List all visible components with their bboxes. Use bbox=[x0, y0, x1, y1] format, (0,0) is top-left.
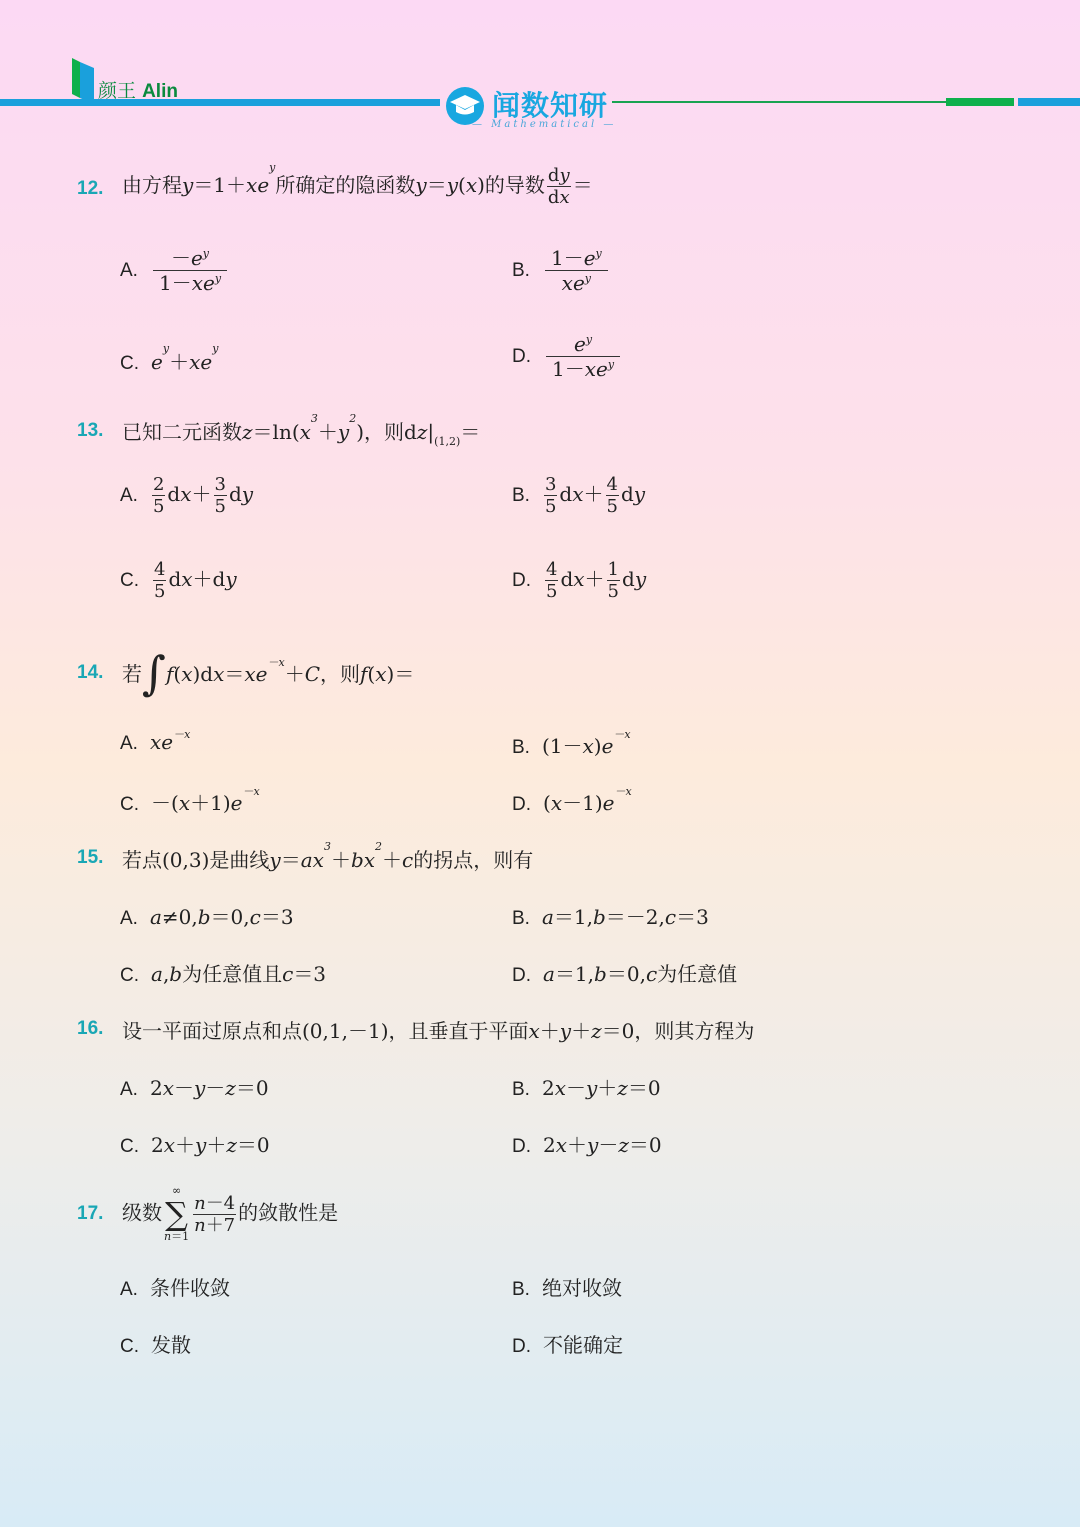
brand-text bbox=[98, 76, 178, 103]
q14-option-d[interactable]: D. $(x-1)e^{-x}$ bbox=[512, 785, 632, 815]
brand-logo-icon bbox=[70, 58, 96, 104]
question-14-stem: 若$\int f(x)dx=xe^{-x}+C$，则f(x)＝ bbox=[122, 646, 415, 700]
q14-prefix: 若 bbox=[122, 662, 142, 686]
q15-option-a[interactable]: A. a≠0,b＝0,c＝3 bbox=[120, 905, 294, 929]
question-number-13: 13. bbox=[77, 420, 104, 441]
q15-d-text: 为任意值 bbox=[657, 962, 738, 986]
option-label: A. bbox=[120, 1279, 138, 1300]
option-label: B. bbox=[512, 1279, 530, 1300]
option-label: D. bbox=[512, 346, 531, 367]
header-accent-blue bbox=[1018, 98, 1080, 106]
option-label: B. bbox=[512, 485, 530, 506]
q12-option-d[interactable]: D. $\frac{e^y}{1-xe^y}$ bbox=[512, 332, 623, 381]
q12-prefix: 由方程 bbox=[122, 173, 182, 197]
q12-option-c[interactable]: C. $e^y+xe^y$ bbox=[120, 342, 219, 374]
option-label: B. bbox=[512, 1079, 530, 1100]
brand-name: 颜王 bbox=[98, 80, 137, 102]
q13-prefix: 已知二元函数 bbox=[122, 420, 242, 444]
option-label: C. bbox=[120, 794, 139, 815]
q17-option-c[interactable] bbox=[120, 1329, 191, 1358]
q12-option-b[interactable]: B. $\frac{1-e^y}{xe^y}$ bbox=[512, 246, 611, 295]
q17-tail: 的敛散性是 bbox=[238, 1200, 339, 1225]
q16-prefix: 设一平面过原点和点 bbox=[122, 1019, 302, 1043]
question-number-16: 16. bbox=[77, 1018, 104, 1039]
question-16-stem: 设一平面过原点和点(0,1,－1)，且垂直于平面x＋y＋z＝0，则其方程为 bbox=[122, 1019, 755, 1043]
option-label: D. bbox=[512, 794, 531, 815]
q13-option-a[interactable]: A. $\frac{2}{5}$ dx＋ $\frac{3}{5}$ dy bbox=[120, 474, 254, 517]
q12-mid: 所确定的隐函数 bbox=[275, 173, 416, 197]
option-label: A. bbox=[120, 485, 138, 506]
option-label: C. bbox=[120, 965, 139, 986]
q14-option-b[interactable]: B. $(1-x)e^{-x}$ bbox=[512, 728, 631, 758]
q15-mid: 是曲线 bbox=[209, 848, 270, 872]
q17-d-text: 不能确定 bbox=[543, 1333, 623, 1357]
q17-option-d[interactable] bbox=[512, 1329, 623, 1358]
option-label: B. bbox=[512, 260, 530, 281]
site-subtitle: — Mathematical — bbox=[472, 119, 617, 130]
option-label: C. bbox=[120, 1336, 139, 1357]
option-label: B. bbox=[512, 737, 530, 758]
q15-option-c[interactable]: C. a,b为任意值且c＝3 bbox=[120, 962, 327, 986]
header-accent-green bbox=[946, 98, 1014, 106]
option-label: A. bbox=[120, 260, 138, 281]
q17-prefix: 级数 bbox=[122, 1200, 162, 1225]
q17-option-a[interactable] bbox=[120, 1272, 230, 1301]
q17-option-b[interactable] bbox=[512, 1272, 622, 1301]
option-label: B. bbox=[512, 908, 530, 929]
q15-option-b[interactable]: B. a＝1,b＝－2,c＝3 bbox=[512, 905, 709, 929]
question-number-14: 14. bbox=[77, 662, 104, 683]
q13-option-b[interactable]: B. $\frac{3}{5}$ dx＋ $\frac{4}{5}$ dy bbox=[512, 474, 646, 517]
question-12-stem: 由方程$y=1+xe^y$所确定的隐函数y＝y(x)的导数 $\frac{dy}{dx}$ ＝ bbox=[122, 161, 593, 208]
q15-option-d[interactable]: D. a＝1,b＝0,c为任意值 bbox=[512, 962, 738, 986]
q15-tail: 的拐点，则有 bbox=[413, 848, 534, 872]
q17-c-text: 发散 bbox=[151, 1333, 191, 1357]
q12-tail: 的导数 bbox=[484, 173, 545, 197]
option-label: C. bbox=[120, 1136, 139, 1157]
q17-a-text: 条件收敛 bbox=[149, 1276, 230, 1300]
q15-prefix: 若点 bbox=[122, 848, 162, 872]
header-rule-blue-left bbox=[0, 99, 440, 106]
option-label: C. bbox=[120, 570, 139, 591]
option-label: A. bbox=[120, 908, 138, 929]
option-label: C. bbox=[120, 353, 139, 374]
question-17-stem: 级数 ∞ ∑ n＝1 $\frac{n-4}{n+7}$ 的敛散性是 bbox=[122, 1184, 339, 1243]
question-number-17: 17. bbox=[77, 1203, 104, 1224]
q15-c-text: 为任意值且 bbox=[182, 962, 283, 986]
option-label: D. bbox=[512, 1136, 531, 1157]
q16-tail: ，则其方程为 bbox=[634, 1019, 755, 1043]
question-number-15: 15. bbox=[77, 847, 104, 868]
question-number-12: 12. bbox=[77, 178, 104, 199]
q16-option-b[interactable]: B. 2x－y＋z＝0 bbox=[512, 1076, 661, 1100]
question-15-stem: 若点(0,3)是曲线$y=ax^3+bx^2+c$的拐点，则有 bbox=[122, 840, 534, 872]
option-label: A. bbox=[120, 733, 138, 754]
q16-mid: ，且垂直于平面 bbox=[388, 1019, 529, 1043]
q14-option-a[interactable]: A. $xe^{-x}$ bbox=[120, 728, 191, 754]
q14-mid: ，则 bbox=[320, 662, 361, 686]
option-label: D. bbox=[512, 965, 531, 986]
q13-mid: ，则 bbox=[364, 420, 405, 444]
q13-option-c[interactable]: C. $\frac{4}{5}$ dx＋dy bbox=[120, 559, 237, 602]
question-13-stem: 已知二元函数$z=\ln(x^3+y^2)$，则$dz|_{(1,2)}=$ bbox=[122, 412, 481, 448]
q12-option-a[interactable]: A. $\frac{-e^y}{1-xe^y}$ bbox=[120, 246, 230, 295]
header-rule-green-right bbox=[612, 101, 947, 103]
option-label: A. bbox=[120, 1079, 138, 1100]
q16-option-a[interactable]: A. 2x－y－z＝0 bbox=[120, 1076, 269, 1100]
site-title: 闻数知研 bbox=[492, 89, 609, 122]
q16-option-c[interactable]: C. 2x＋y＋z＝0 bbox=[120, 1133, 270, 1157]
q16-option-d[interactable]: D. 2x＋y－z＝0 bbox=[512, 1133, 662, 1157]
q17-b-text: 绝对收敛 bbox=[541, 1276, 622, 1300]
q13-option-d[interactable]: D. $\frac{4}{5}$ dx＋ $\frac{1}{5}$ dy bbox=[512, 559, 647, 602]
q14-option-c[interactable]: C. $-(x+1)e^{-x}$ bbox=[120, 785, 260, 815]
brand-latin: Alin bbox=[142, 81, 178, 102]
option-label: D. bbox=[512, 1336, 531, 1357]
option-label: D. bbox=[512, 570, 531, 591]
